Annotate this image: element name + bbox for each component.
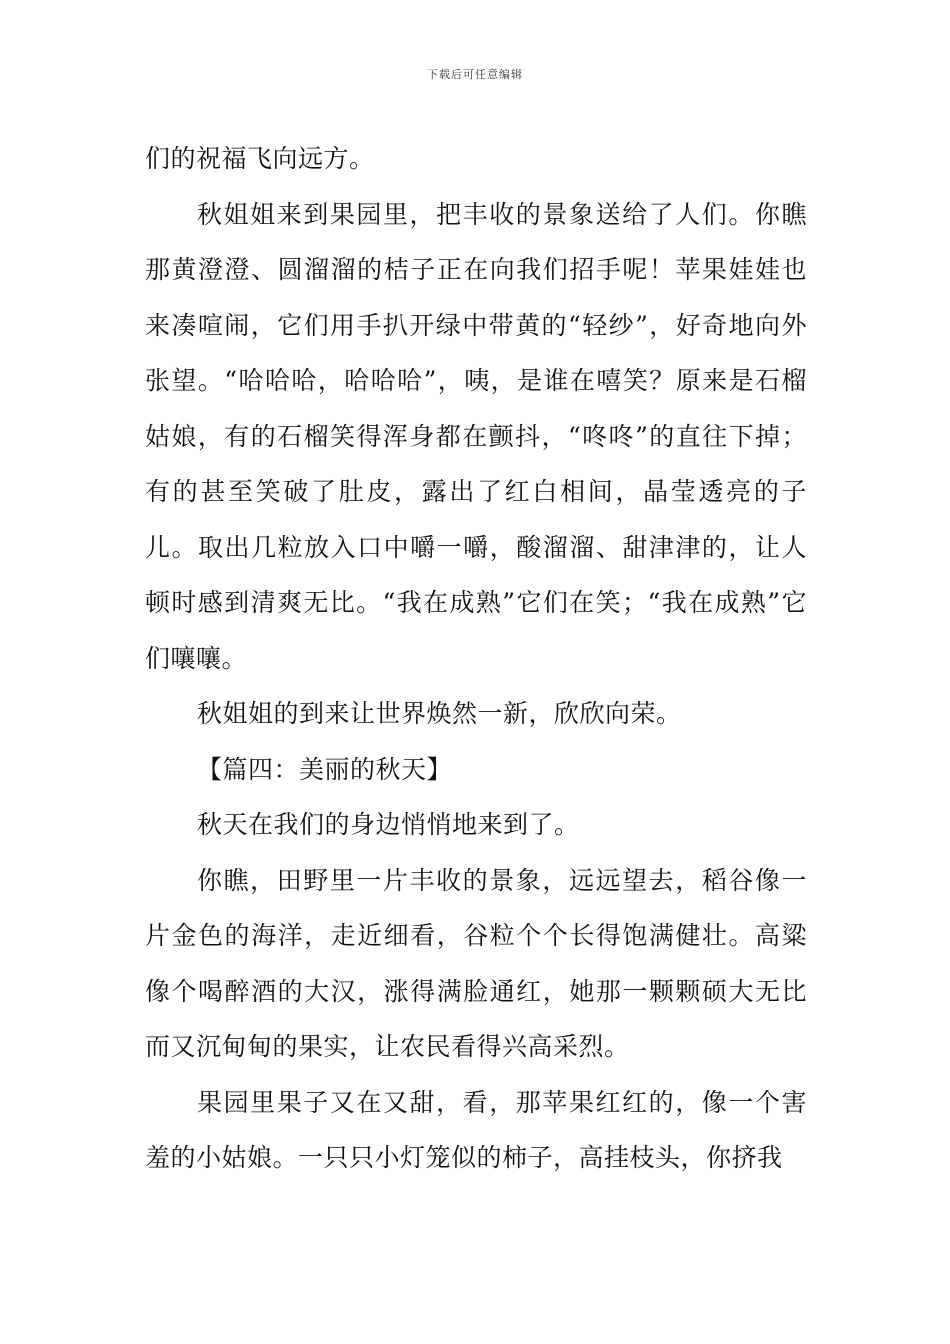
document-body [145, 131, 807, 1186]
paragraph-6: 果园里果子又在又甜，看，那苹果红红的，像一个害羞的小姑娘。一只只小灯笼似的柿子，高挂枝头，你挤我 [145, 1087, 807, 1172]
section-heading: 【篇四：美丽的秋天】 [197, 754, 453, 784]
paragraph-3: 秋姐姐的到来让世界焕然一新，欣欣向荣。 [197, 699, 682, 728]
page-header: 下载后可任意编辑 [427, 68, 523, 81]
paragraph-2: 秋姐姐来到果园里，把丰收的景象送给了人们。你瞧那黄澄澄、圆溜溜的桔子正在向我们招手呢！苹果娃娃也来凑喧闹，它们用手扒开绿中带黄的“轻纱”，好奇地向外张望。“哈哈哈，哈哈哈”，咦，是谁在嘻笑？原来是石榴姑娘，有的石榴笑得浑身都在颤抖，“咚咚”的直往下掉；有的甚至笑破了肚皮，露出了红白相间，晶莹透亮的子儿。取出几粒放入口中嚼一嚼，酸溜溜、甜津津的，让人顿时感到清爽无比。“我在成熟”它们在笑；“我在成熟”它们嚷嚷。 [145, 199, 807, 673]
paragraph-4: 秋天在我们的身边悄悄地来到了。 [197, 810, 580, 839]
paragraph-1: 们的祝福飞向远方。 [145, 144, 375, 173]
paragraph-5: 你瞧，田野里一片丰收的景象，远远望去，稻谷像一片金色的海洋，走近细看，谷粒个个长得饱满健壮。高粱像个喝醉酒的大汉，涨得满脸通红，她那一颗颗硕大无比而又沉甸甸的果实，让农民看得兴高采烈。 [145, 865, 807, 1061]
